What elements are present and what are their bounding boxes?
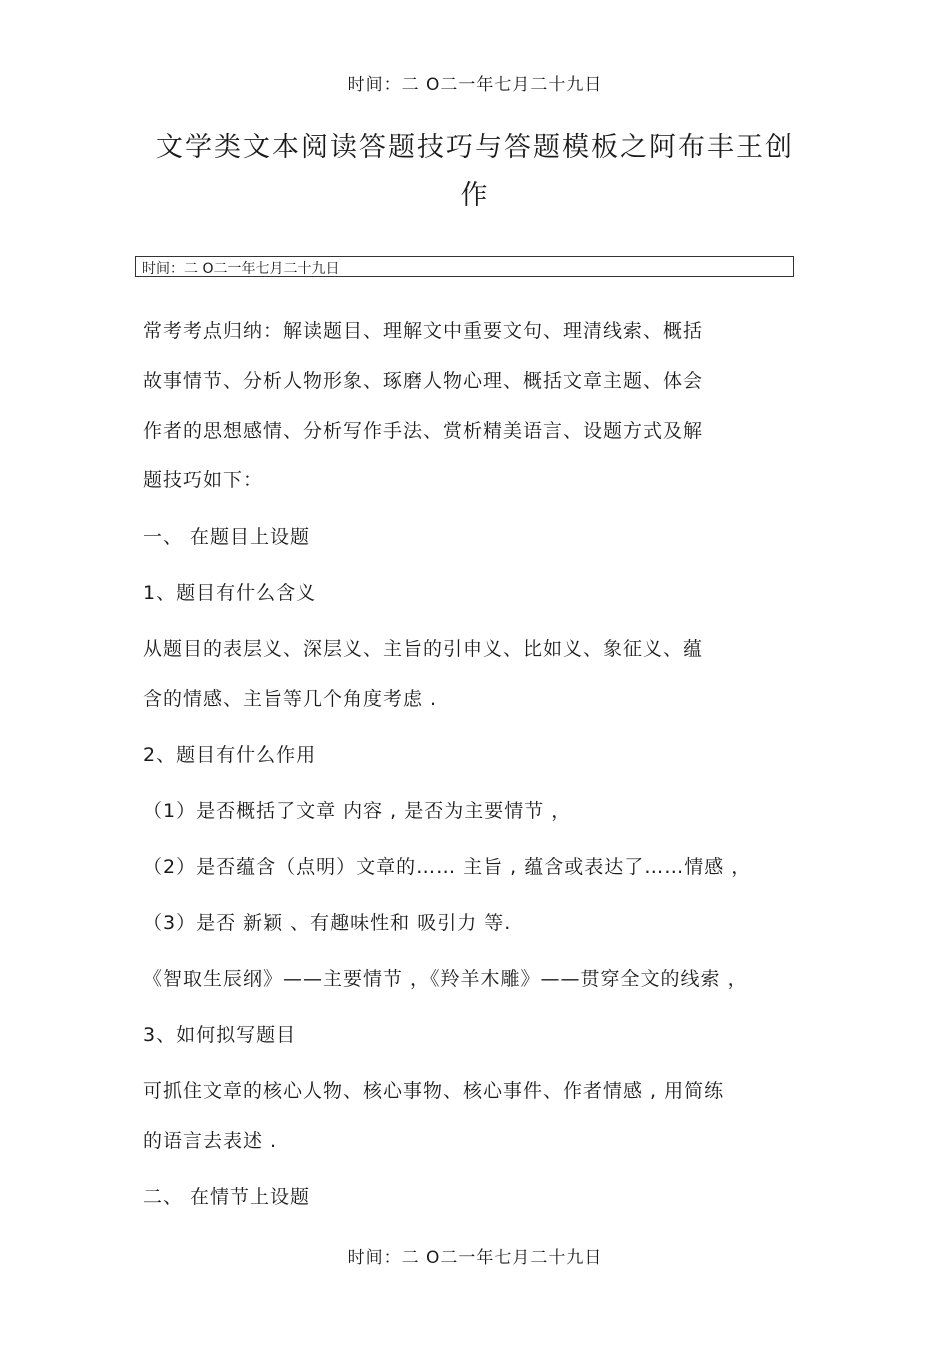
footer-date: 时间：二 O二一年七月二十九日	[347, 1248, 603, 1268]
subsection-heading: 2、题目有什么作用	[143, 744, 317, 766]
section-heading: 一、 在题目上设题	[143, 526, 311, 548]
body-line: 含的情感、主旨等几个角度考虑 .	[143, 688, 438, 710]
boxed-date-frame	[135, 256, 794, 277]
document-title-line-2: 作	[460, 180, 490, 211]
body-line: 作者的思想感情、分析写作手法、赏析精美语言、设题方式及解	[143, 420, 704, 442]
list-item: （2）是否蕴含（点明）文章的…… 主旨 , 蕴含或表达了……情感 ，	[143, 856, 752, 878]
body-line: 题技巧如下：	[143, 469, 264, 491]
section-heading: 二、 在情节上设题	[143, 1186, 311, 1208]
boxed-date: 时间：二 O二一年七月二十九日	[142, 261, 340, 277]
body-line: 从题目的表层义、深层义、主旨的引申义、比如义、象征义、蕴	[143, 638, 704, 660]
subsection-heading: 3、如何拟写题目	[143, 1024, 297, 1046]
body-line: 故事情节、分析人物形象、琢磨人物心理、概括文章主题、体会	[143, 370, 704, 392]
body-line: 常考考点归纳：解读题目、理解文中重要文句、理清线索、概括	[143, 320, 704, 342]
header-date: 时间：二 O二一年七月二十九日	[347, 75, 603, 95]
example-line: 《智取生辰纲》——主要情节 ，《羚羊木雕》——贯穿全文的线索 ，	[143, 968, 748, 990]
body-line: 的语言去表述 .	[143, 1130, 278, 1152]
subsection-heading: 1、题目有什么含义	[143, 582, 317, 604]
document-title-line-1: 文学类文本阅读答题技巧与答题模板之阿布丰王创	[156, 132, 794, 163]
list-item: （3）是否 新颖 、有趣味性和 吸引力 等.	[143, 912, 512, 934]
list-item: （1）是否概括了文章 内容 , 是否为主要情节 ，	[143, 800, 572, 822]
body-line: 可抓住文章的核心人物、核心事物、核心事件、作者情感 , 用简练	[143, 1080, 725, 1102]
